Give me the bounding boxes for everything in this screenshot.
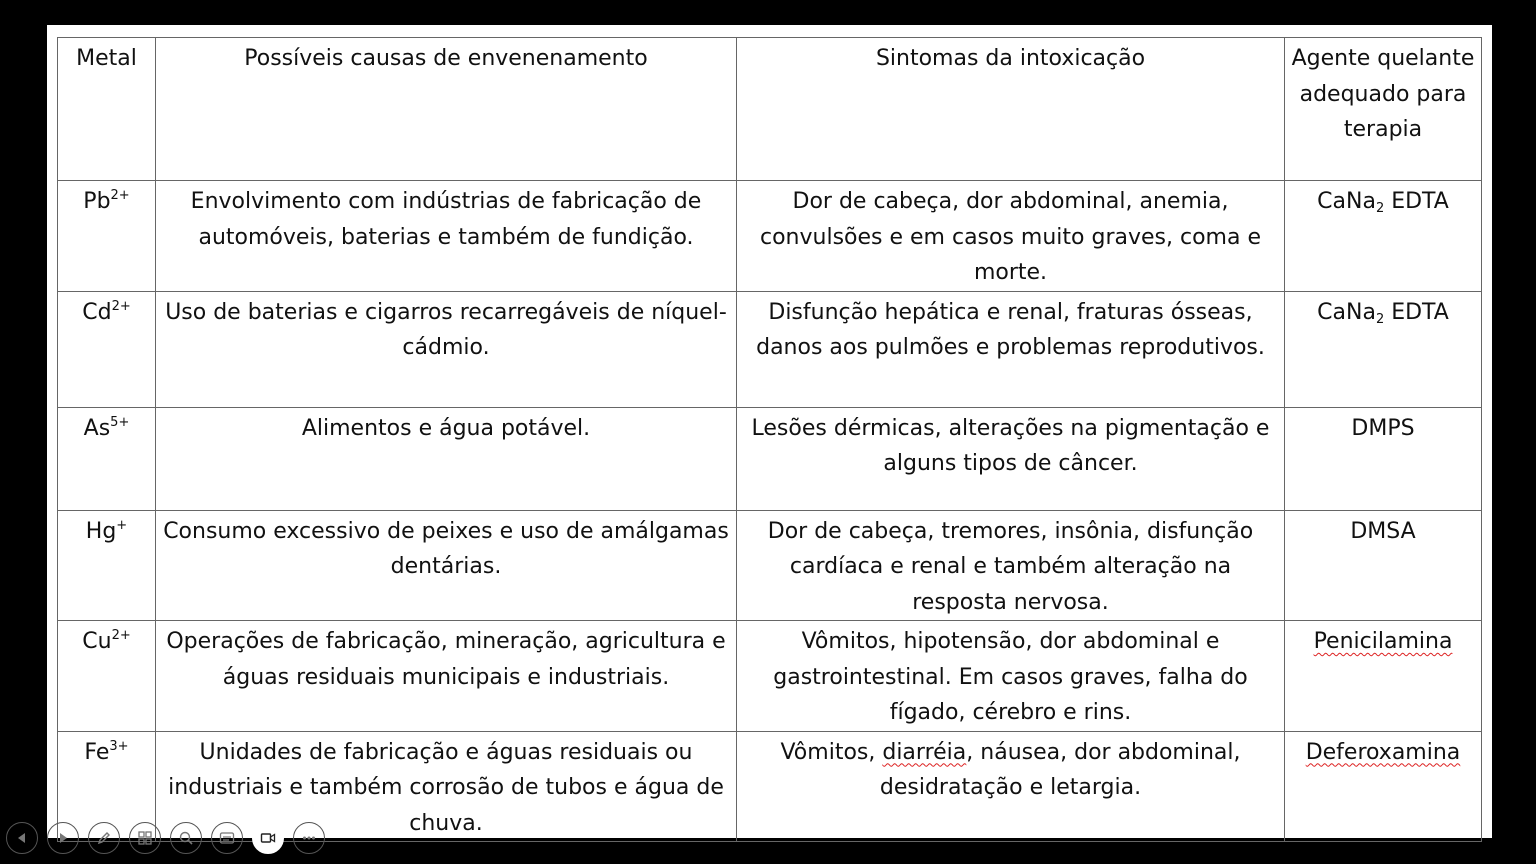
previous-slide-icon [13,829,31,847]
metal-cell: $As^{5+}$ [58,407,156,510]
table-row [58,291,1482,407]
agent-cell: CaNa$_2$ EDTA [1285,181,1482,292]
presenter-toolbar [6,822,325,858]
spellcheck-word: Penicilamina [1313,629,1453,654]
metal-cell: $Cu^{2+}$ [58,621,156,732]
camera-button[interactable] [252,822,284,854]
agent-cell: DMPS [1285,407,1482,510]
causes-cell: Consumo excessivo de peixes e uso de amálgamas dentárias. [156,510,737,621]
pen-icon [95,829,113,847]
slides-grid-button[interactable] [129,822,161,854]
symptoms-cell: Lesões dérmicas, alterações na pigmentação e alguns tipos de câncer. [737,407,1285,510]
table-row [58,181,1482,292]
camera-icon [259,829,277,847]
agent-cell [1285,731,1482,842]
causes-cell: Unidades de fabricação e águas residuais ou industriais e também corrosão de tubos e água de chuva. [156,731,737,842]
causes-cell: Uso de baterias e cigarros recarregáveis de níquel-cádmio. [156,291,737,407]
header-metal: Metal [58,38,156,181]
spellcheck-word: Deferoxamina [1305,739,1461,765]
header-symptoms: Sintomas da intoxicação [737,38,1285,181]
table-row [58,621,1482,732]
symptoms-cell: Vômitos, diarréia, náusea, dor abdominal, desidratação e letargia. [737,731,1285,842]
agent-cell: CaNa$_2$ EDTA [1285,291,1482,407]
metals-table [57,37,1482,842]
symptoms-cell: Disfunção hepática e renal, fraturas ósseas, danos aos pulmões e problemas reprodutivos. [737,291,1285,407]
header-agent: Agente quelante adequado para terapia [1285,38,1482,181]
agent-cell: DMSA [1285,510,1482,621]
next-slide-icon [54,829,72,847]
spellcheck-word: diarréia [882,739,967,765]
table-row [58,407,1482,510]
causes-cell: Operações de fabricação, mineração, agricultura e águas residuais municipais e industriais. [156,621,737,732]
causes-cell: Envolvimento com indústrias de fabricação de automóveis, baterias e também de fundição. [156,181,737,292]
table-header-row [58,38,1482,181]
metal-cell: $Cd^{2+}$ [58,291,156,407]
metal-cell: Hg+ [58,510,156,621]
zoom-icon [177,829,195,847]
more-options-icon [300,829,318,847]
agent-cell [1285,621,1482,732]
table-row [58,510,1482,621]
slides-grid-icon [136,829,154,847]
symptoms-cell: Vômitos, hipotensão, dor abdominal e gastrointestinal. Em casos graves, falha do fígado, cérebro e rins. [737,621,1285,732]
causes-cell: Alimentos e água potável. [156,407,737,510]
subtitles-button[interactable] [211,822,243,854]
pen-button[interactable] [88,822,120,854]
next-slide-button[interactable] [47,822,79,854]
slide [47,25,1492,838]
symptoms-cell: Dor de cabeça, tremores, insônia, disfunção cardíaca e renal e também alteração na resposta nervosa. [737,510,1285,621]
zoom-button[interactable] [170,822,202,854]
more-options-button[interactable] [293,822,325,854]
metal-cell: $Pb^{2+}$ [58,181,156,292]
previous-slide-button[interactable] [6,822,38,854]
symptoms-cell: Dor de cabeça, dor abdominal, anemia, convulsões e em casos muito graves, coma e morte. [737,181,1285,292]
subtitles-icon [218,829,236,847]
header-causes: Possíveis causas de envenenamento [156,38,737,181]
metal-cell: $Fe^{3+}$ [58,731,156,842]
